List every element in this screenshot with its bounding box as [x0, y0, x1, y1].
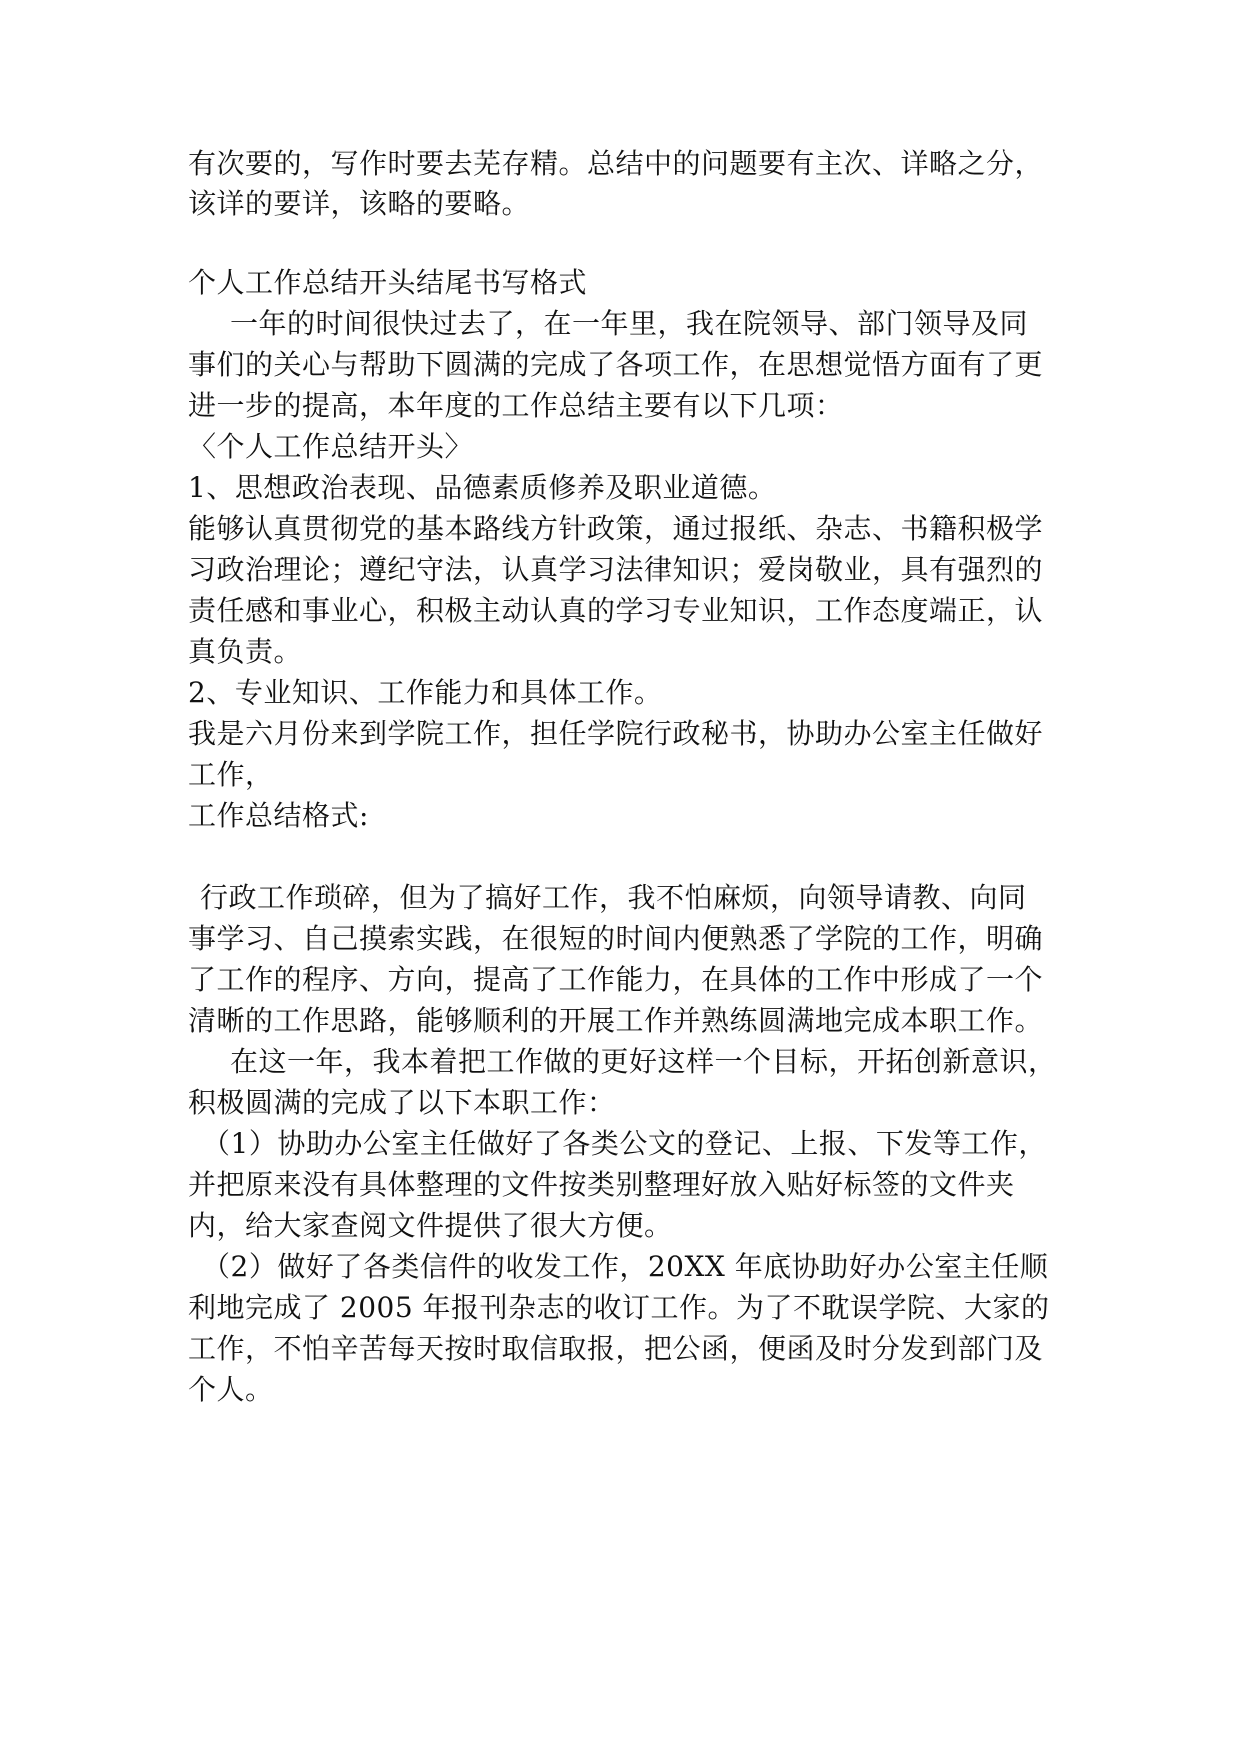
text-line: 责任感和事业心，积极主动认真的学习专业知识，工作态度端正，认: [188, 594, 1044, 627]
text-line: 事学习、自己摸索实践，在很短的时间内便熟悉了学院的工作，明确: [188, 922, 1044, 955]
text-line: 行政工作琐碎，但为了搞好工作，我不怕麻烦，向领导请教、向同: [200, 881, 1027, 914]
text-line: 我是六月份来到学院工作，担任学院行政秘书，协助办公室主任做好: [188, 717, 1044, 750]
text-line: 该详的要详，该略的要略。: [188, 187, 531, 220]
text-line: 了工作的程序、方向，提高了工作能力，在具体的工作中形成了一个: [188, 963, 1044, 996]
text-line: 进一步的提高，本年度的工作总结主要有以下几项：: [188, 389, 844, 422]
text-line: 个人。: [188, 1373, 274, 1406]
text-line: 积极圆满的完成了以下本职工作：: [188, 1086, 616, 1119]
text-line: 工作，: [188, 758, 274, 791]
text-line: 并把原来没有具体整理的文件按类别整理好放入贴好标签的文件夹: [188, 1168, 1015, 1201]
text-line: 习政治理论；遵纪守法，认真学习法律知识；爱岗敬业，具有强烈的: [188, 553, 1044, 586]
text-line: 利地完成了 2005 年报刊杂志的收订工作。为了不耽误学院、大家的: [188, 1291, 1050, 1324]
text-line: （1）协助办公室主任做好了各类公文的登记、上报、下发等工作，: [202, 1127, 1047, 1160]
text-line: 清晰的工作思路，能够顺利的开展工作并熟练圆满地完成本职工作。: [188, 1004, 1044, 1037]
text-line: 事们的关心与帮助下圆满的完成了各项工作，在思想觉悟方面有了更: [188, 348, 1044, 381]
text-line: 工作，不怕辛苦每天按时取信取报，把公函，便函及时分发到部门及: [188, 1332, 1044, 1365]
text-line: 工作总结格式:: [188, 799, 369, 832]
text-line: 有次要的，写作时要去芜存精。总结中的问题要有主次、详略之分，: [188, 147, 1044, 180]
text-line: 〈个人工作总结开头〉: [188, 430, 474, 463]
list-heading: 1、思想政治表现、品德素质修养及职业道德。: [188, 471, 777, 504]
text-line: 在这一年，我本着把工作做的更好这样一个目标，开拓创新意识，: [230, 1045, 1057, 1078]
text-line: （2）做好了各类信件的收发工作，20XX 年底协助好办公室主任顺: [202, 1250, 1049, 1283]
text-line: 能够认真贯彻党的基本路线方针政策，通过报纸、杂志、书籍积极学: [188, 512, 1044, 545]
text-line: 真负责。: [188, 635, 303, 668]
text-line: 一年的时间很快过去了，在一年里，我在院领导、部门领导及同: [230, 307, 1029, 340]
section-heading: 个人工作总结开头结尾书写格式: [188, 266, 588, 299]
list-heading: 2、专业知识、工作能力和具体工作。: [188, 676, 663, 709]
text-line: 内，给大家查阅文件提供了很大方便。: [188, 1209, 673, 1242]
